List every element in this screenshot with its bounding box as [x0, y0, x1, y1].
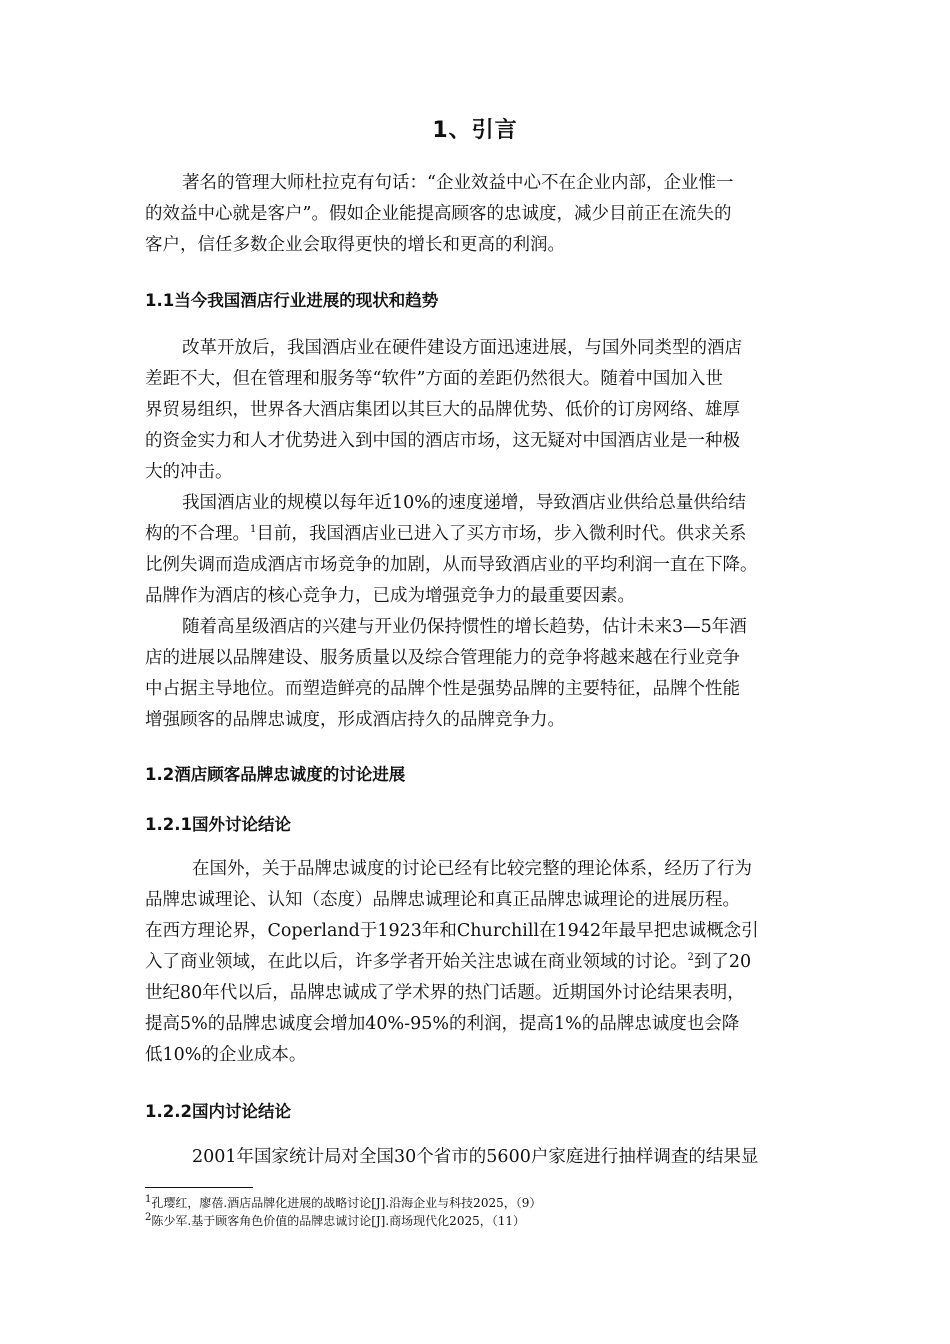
s122-line-1: 2001年国家统计局对全国30个省市的5600户家庭进行抽样调查的结果显	[192, 1147, 759, 1167]
s11-p2-line-4: 品牌作为酒店的核心竞争力，已成为增强竞争力的最重要因素。	[145, 586, 635, 606]
footnote-2	[145, 1212, 525, 1229]
footnote-2-text: 陈少军.基于顾客角色价值的品牌忠诚讨论[J].商场现代化2025，（11）	[151, 1214, 525, 1228]
s11-p2-line-2	[145, 522, 825, 546]
s121-line-4-start: 入了商业领域，在此以后，许多学者开始关注忠诚在商业领域的讨论。	[145, 952, 688, 972]
s11-p3-line-3: 中占据主导地位。而塑造鲜亮的品牌个性是强势品牌的主要特征，品牌个性能	[145, 679, 740, 699]
s11-p1-line-1: 改革开放后，我国酒店业在硬件建设方面迅速进展，与国外同类型的酒店	[182, 338, 742, 358]
s11-p1-line-5: 大的冲击。	[145, 462, 233, 482]
s121-line-4-end: 到了20	[693, 952, 752, 972]
s11-p3-line-1: 随着高星级酒店的兴建与开业仍保持惯性的增长趋势，估计未来3—5年酒	[182, 617, 747, 637]
footnote-ref-1[interactable]: 1	[250, 524, 257, 536]
footnote-1-text: 孔璎红，廖蓓.酒店品牌化进展的战略讨论[J].沿海企业与科技2025，（9）	[151, 1196, 542, 1210]
s11-p2-line-1: 我国酒店业的规模以每年近10%的速度递增，导致酒店业供给总量供给结	[182, 493, 746, 513]
section-heading-1-1: 1.1当今我国酒店行业进展的现状和趋势	[145, 291, 439, 310]
s11-p3-line-2: 店的进展以品牌建设、服务质量以及综合管理能力的竞争将越来越在行业竞争	[145, 648, 740, 668]
s121-line-3: 在西方理论界，Coperland于1923年和Churchill在1942年最早把忠诚概念引	[145, 921, 759, 941]
s11-p1-line-4: 的资金实力和人才优势进入到中国的酒店市场，这无疑对中国酒店业是一种极	[145, 431, 740, 451]
s11-p3-line-4: 增强顾客的品牌忠诚度，形成酒店持久的品牌竞争力。	[145, 710, 565, 730]
footnote-1	[145, 1194, 541, 1211]
footnote-1-mark: 1	[145, 1194, 152, 1205]
s11-p2-line-2-start: 构的不合理。	[145, 524, 250, 544]
s11-p2-line-2-end: 目前，我国酒店业已进入了买方市场，步入微利时代。供求关系	[256, 524, 747, 544]
intro-line-3: 客户，信任多数企业会取得更快的增长和更高的利润。	[145, 235, 565, 255]
section-heading-1-2-1: 1.2.1国外讨论结论	[145, 815, 291, 834]
s121-line-7: 低10%的企业成本。	[145, 1045, 307, 1065]
s121-line-5: 世纪80年代以后，品牌忠诚成了学术界的热门话题。近期国外讨论结果表明，	[145, 983, 745, 1003]
s121-line-1: 在国外，关于品牌忠诚度的讨论已经有比较完整的理论体系，经历了行为	[192, 859, 752, 879]
footnote-divider	[145, 1187, 253, 1188]
s121-line-4	[145, 950, 825, 974]
page-title: 1、引言	[432, 118, 518, 143]
section-heading-1-2: 1.2酒店顾客品牌忠诚度的讨论进展	[145, 765, 406, 784]
intro-line-2: 的效益中心就是客户”。假如企业能提高顾客的忠诚度，减少目前正在流失的	[145, 204, 732, 224]
s11-p1-line-2: 差距不大，但在管理和服务等“软件”方面的差距仍然很大。随着中国加入世	[145, 369, 723, 389]
footnote-ref-2[interactable]: 2	[687, 952, 694, 964]
s121-line-6: 提高5%的品牌忠诚度会增加40%-95%的利润，提高1%的品牌忠诚度也会降	[145, 1014, 740, 1034]
intro-line-1: 著名的管理大师杜拉克有句话：“企业效益中心不在企业内部，企业惟一	[182, 173, 734, 193]
s11-p2-line-3: 比例失调而造成酒店市场竞争的加剧，从而导致酒店业的平均利润一直在下降。	[145, 555, 758, 575]
section-heading-1-2-2: 1.2.2国内讨论结论	[145, 1102, 291, 1121]
s121-line-2: 品牌忠诚理论、认知（态度）品牌忠诚理论和真正品牌忠诚理论的进展历程。	[145, 890, 740, 910]
footnote-2-mark: 2	[145, 1212, 152, 1223]
s11-p1-line-3: 界贸易组织，世界各大酒店集团以其巨大的品牌优势、低价的订房网络、雄厚	[145, 400, 740, 420]
